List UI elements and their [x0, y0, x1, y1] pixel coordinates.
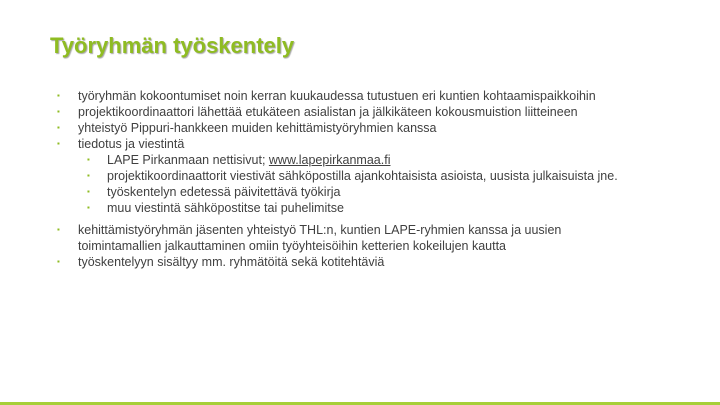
bullet-square-icon: ▪ — [87, 203, 90, 212]
bullet-text: projektikoordinaattori lähettää etukäteen asialistan ja jälkikäteen kokousmuistion liitteineen — [78, 105, 578, 119]
bullet-text: työskentelyyn sisältyy mm. ryhmätöitä sekä kotitehtäviä — [78, 255, 385, 269]
bullet-item-collaboration — [0, 222, 720, 254]
bullet-text: työryhmän kokoontumiset noin kerran kuukaudessa tutustuen eri kuntien kohtaamispaikkoihin — [78, 89, 596, 103]
bullet-text: työskentelyn edetessä päivitettävä työkirja — [107, 185, 341, 199]
website-link[interactable]: www.lapepirkanmaa.fi — [268, 153, 391, 167]
bullet-list — [0, 88, 720, 270]
bullet-square-icon: ▪ — [87, 155, 90, 164]
bullet-item-communication — [0, 136, 720, 152]
bullet-square-icon: ▪ — [87, 171, 90, 180]
bullet-square-icon: ▪ — [57, 91, 60, 100]
bullet-item-cooperation — [0, 120, 720, 136]
sub-bullet-item-email-news — [0, 168, 720, 184]
bullet-text — [107, 152, 640, 168]
bullet-text: yhteistyö Pippuri-hankkeen muiden kehittämistyöryhmien kanssa — [78, 121, 437, 135]
bullet-text: kehittämistyöryhmän jäsenten yhteistyö THL:n, kuntien LAPE-ryhmien kanssa ja uusien toimintamallien jalkauttaminen omiin työyhteisöihin ketterien kokeilujen kautta — [78, 223, 562, 253]
bullet-square-icon: ▪ — [57, 257, 60, 266]
bullet-square-icon: ▪ — [57, 225, 60, 234]
bullet-square-icon: ▪ — [57, 107, 60, 116]
bullet-square-icon: ▪ — [57, 123, 60, 132]
bullet-item-agenda — [0, 104, 720, 120]
sub-bullet-item-other-communication — [0, 200, 720, 216]
bullet-text: projektikoordinaattorit viestivät sähköpostilla ajankohtaisista asioista, uusista julkaisuista jne. — [107, 169, 618, 183]
bullet-item-meetings — [0, 88, 720, 104]
bullet-item-group-work — [0, 254, 720, 270]
website-label: LAPE Pirkanmaan nettisivut; — [107, 153, 269, 167]
sub-bullet-item-workbook — [0, 184, 720, 200]
bullet-square-icon: ▪ — [57, 139, 60, 148]
bullet-square-icon: ▪ — [87, 187, 90, 196]
bullet-text: tiedotus ja viestintä — [78, 137, 185, 151]
slide-title: Työryhmän työskentely — [50, 33, 295, 58]
sub-bullet-item-website — [0, 152, 720, 168]
bullet-text: muu viestintä sähköpostitse tai puhelimitse — [107, 201, 344, 215]
